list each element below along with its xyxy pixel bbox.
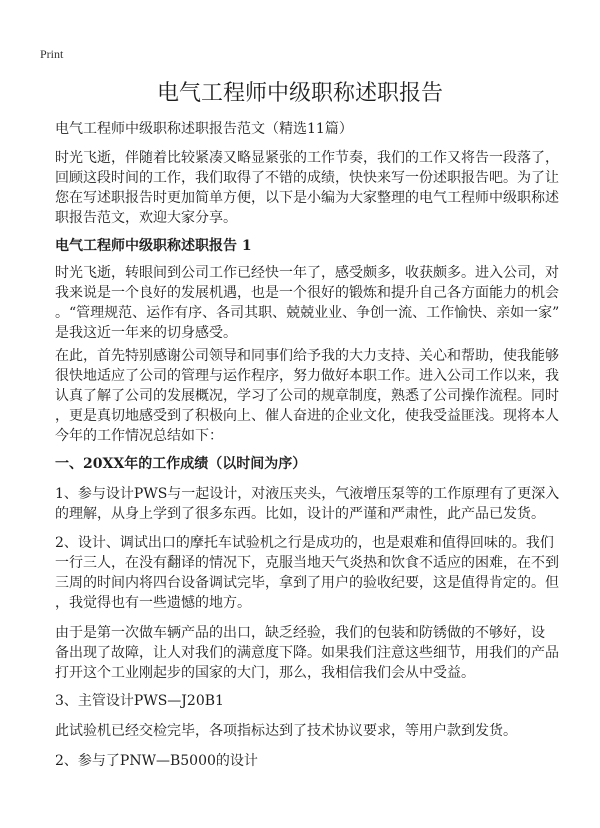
text-line: 在此，首先特别感谢公司领导和同事们给予我的大力支持、关心和帮助，使我能够 — [55, 348, 559, 364]
document-title: 电气工程师中级职称述职报告 — [156, 81, 443, 106]
paragraph: 此试验机已经交检完毕，各项指标达到了技术协议要求，等用户款到发货。 — [55, 723, 517, 739]
text-line: 今年的工作情况总结如下： — [55, 428, 223, 444]
print-link[interactable]: Print — [40, 47, 64, 61]
sub-heading: 一、20XX年的工作成绩（以时间为序） — [55, 456, 307, 472]
list-item: 3、主管设计PWS—J20B1 — [55, 693, 224, 709]
intro-paragraph — [55, 148, 565, 228]
text-line: 。“管理规范、运作有序、各司其职、兢兢业业、争创一流、工作愉快、亲如一家” — [55, 305, 560, 321]
section-heading: 电气工程师中级职称述职报告 1 — [55, 238, 252, 254]
text-line: 我来说是一个良好的发展机遇，也是一个很好的锻炼和提升自己各方面能力的机会 — [55, 285, 559, 301]
text-line: 1、参与设计PWS与一起设计，对液压夹头，气液增压泵等的工作原理有了更深入 — [55, 486, 560, 502]
subtitle: 电气工程师中级职称述职报告范文（精选11篇） — [55, 121, 353, 137]
text-line: ，更是真切地感受到了积极向上、催人奋进的企业文化，使我受益匪浅。现将本人 — [55, 408, 559, 424]
list-item — [55, 484, 565, 524]
text-line: 时光飞逝，伴随着比较紧凑又略显紧张的工作节奏，我们的工作又将告一段落了， — [55, 150, 559, 166]
text-line: 打开这个工业刚起步的国家的大门，那么，我相信我们会从中受益。 — [55, 665, 475, 681]
text-line: 很快地适应了公司的管理与运作程序，努力做好本职工作。进入公司工作以来，我 — [55, 368, 559, 384]
text-line: ，我觉得也有一些遗憾的地方。 — [55, 595, 251, 611]
text-line: 由于是第一次做车辆产品的出口，缺乏经验，我们的包装和防锈做的不够好，设 — [55, 625, 545, 641]
text-line: 时光飞逝，转眼间到公司工作已经快一年了，感受颇多，收获颇多。进入公司，对 — [55, 265, 559, 281]
text-line: 是我这近一年来的切身感受。 — [55, 325, 237, 341]
text-line: 2、设计、调试出口的摩托车试验机之行是成功的，也是艰难和值得回味的。我们 — [55, 535, 554, 551]
paragraph — [55, 623, 565, 683]
text-line: 职报告范文，欢迎大家分享。 — [55, 210, 237, 226]
text-line: 一行三人，在没有翻译的情况下，克服当地天气炎热和饮食不适应的困难，在不到 — [55, 555, 559, 571]
text-line: 您在写述职报告时更加简单方便，以下是小编为大家整理的电气工程师中级职称述 — [55, 190, 559, 206]
paragraph — [55, 346, 565, 446]
list-item: 2、参与了PNW—B5000的设计 — [55, 753, 258, 769]
text-line: 备出现了故障，让人对我们的满意度下降。如果我们注意这些细节，用我们的产品 — [55, 645, 559, 661]
text-line: 回顾这段时间的工作，我们取得了不错的成绩，快快来写一份述职报告吧。为了让 — [55, 170, 559, 186]
text-line: 的理解，从身上学到了很多东西。比如，设计的严谨和严肃性，此产品已发货。 — [55, 506, 545, 522]
text-line: 三周的时间内将四台设备调试完毕，拿到了用户的验收纪要，这是值得肯定的。但 — [55, 575, 559, 591]
text-line: 认真了解了公司的发展概况，学习了公司的规章制度，熟悉了公司操作流程。同时 — [55, 388, 559, 404]
list-item — [55, 533, 565, 613]
paragraph — [55, 263, 565, 343]
